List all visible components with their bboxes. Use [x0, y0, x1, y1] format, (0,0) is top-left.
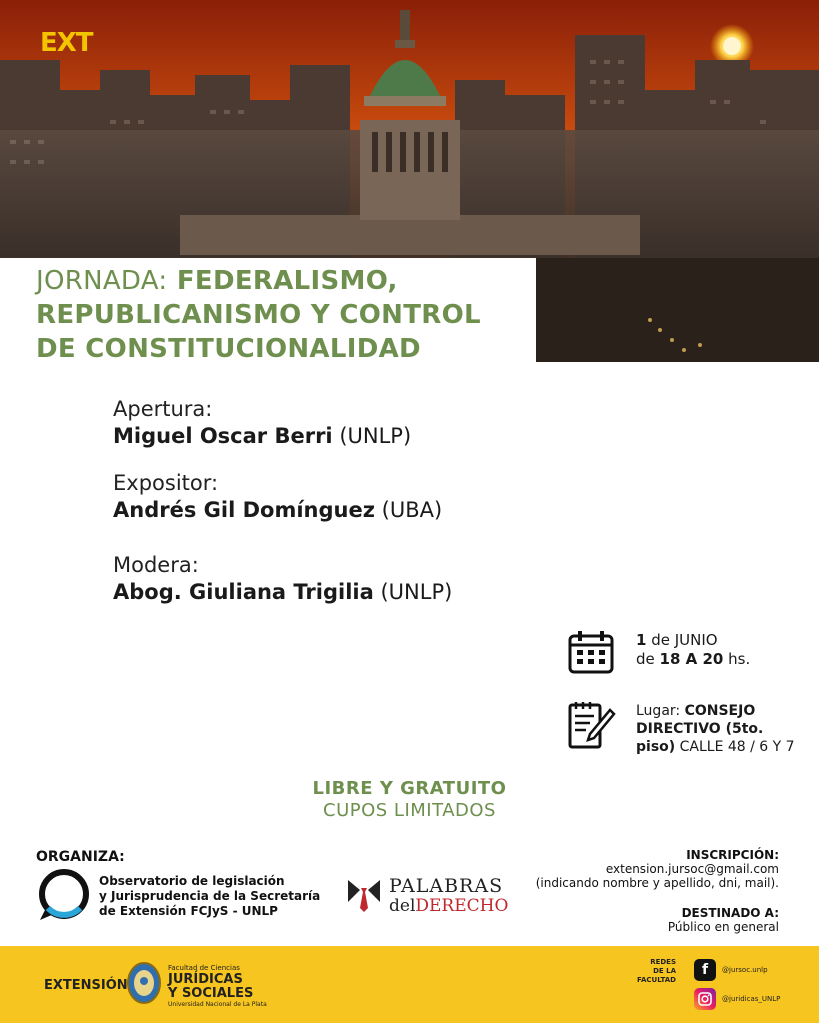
- title-line-1: [36, 264, 536, 298]
- speaker-person: [113, 496, 452, 524]
- registration-email[interactable]: extension.jursoc@gmail.com: [605, 862, 779, 876]
- organizer-label: ORGANIZA:: [36, 849, 125, 865]
- speaker-role: Apertura:: [113, 397, 213, 421]
- time-suffix: hs.: [728, 650, 751, 668]
- instagram-icon[interactable]: [694, 988, 716, 1010]
- title-line1-text: FEDERALISMO,: [176, 266, 398, 296]
- observatorio-logo: [36, 868, 92, 924]
- title-line-3: DE CONSTITUCIONALIDAD: [36, 334, 421, 364]
- registration-info: [536, 848, 779, 934]
- registration-note: (indicando nombre y apellido, dni, mail).: [535, 876, 779, 890]
- redes-line-2: DE LA: [653, 967, 676, 975]
- date-text: [636, 631, 750, 669]
- speaker-opening: [113, 396, 452, 450]
- facebook-icon[interactable]: f: [694, 959, 716, 981]
- university-seal-icon: [127, 962, 161, 1004]
- speaker-role: Modera:: [113, 553, 199, 577]
- palabras-logo-text: [389, 876, 508, 916]
- date-day: 1: [636, 631, 647, 649]
- speaker-person: [113, 422, 452, 450]
- speaker-exhibitor: [113, 470, 452, 524]
- extension-label: EXTENSIÓN: [44, 978, 128, 993]
- notepad-pencil-icon: [566, 700, 616, 750]
- speaker-affiliation: (UNLP): [339, 424, 412, 448]
- organizer-line-1: Observatorio de legislación: [99, 874, 285, 888]
- organizer-line-2: y Jurisprudencia de la Secretaría: [99, 889, 321, 903]
- speaker-role: Expositor:: [113, 471, 219, 495]
- event-title: [0, 258, 536, 362]
- location-info: [566, 700, 795, 756]
- speaker-affiliation: (UNLP): [380, 580, 453, 604]
- facebook-link[interactable]: [694, 959, 768, 981]
- date-month: de JUNIO: [651, 631, 718, 649]
- location-address: CALLE 48 / 6 Y 7: [679, 739, 795, 755]
- calendar-icon: [566, 628, 616, 678]
- registration-label: INSCRIPCIÓN:: [686, 848, 779, 862]
- speaker-name: Miguel Oscar Berri: [113, 424, 333, 448]
- location-place-2: DIRECTIVO (5to.: [636, 721, 764, 737]
- instagram-link[interactable]: [694, 988, 780, 1010]
- del-word: del: [389, 896, 416, 916]
- title-prefix: JORNADA:: [36, 266, 168, 296]
- redes-line-3: FACULTAD: [637, 976, 676, 984]
- speaker-affiliation: (UBA): [381, 498, 443, 522]
- free-admission: LIBRE Y GRATUITO: [312, 778, 507, 799]
- faculty-logo-text: [168, 964, 267, 1009]
- faculty-small: Facultad de Ciencias: [168, 964, 240, 972]
- location-place-1: CONSEJO: [684, 703, 756, 719]
- limited-seats: CUPOS LIMITADOS: [323, 800, 496, 821]
- redes-line-1: REDES: [650, 958, 676, 966]
- time-range: 18 A 20: [659, 650, 724, 668]
- audience-value: Público en general: [667, 920, 779, 934]
- location-place-3: piso): [636, 739, 676, 755]
- ext-logo: EXT: [40, 28, 93, 58]
- palabras-tie-icon: [346, 876, 382, 912]
- speaker-moderator: [113, 552, 452, 606]
- organizer-text: [99, 874, 320, 919]
- speakers-list: [113, 396, 452, 626]
- organizer-line-3: de Extensión FCJyS - UNLP: [99, 904, 278, 918]
- university-name: Universidad Nacional de La Plata: [168, 1001, 267, 1008]
- date-info: [566, 628, 750, 678]
- speaker-name: Andrés Gil Domínguez: [113, 498, 375, 522]
- audience-label: DESTINADO A:: [681, 906, 779, 920]
- access-info: [0, 778, 819, 822]
- del-derecho: [389, 896, 508, 916]
- faculty-line-1: JURÍDICAS: [168, 972, 243, 987]
- speaker-person: [113, 578, 452, 606]
- palabras-word: PALABRAS: [389, 875, 504, 897]
- social-label: [622, 958, 676, 985]
- location-text: [636, 702, 795, 756]
- location-label: Lugar:: [636, 703, 681, 719]
- time-prefix: de: [636, 650, 655, 668]
- derecho-word: DERECHO: [415, 896, 509, 916]
- speaker-name: Abog. Giuliana Trigilia: [113, 580, 374, 604]
- instagram-handle[interactable]: @juridicas_UNLP: [722, 995, 781, 1003]
- title-line-2: REPUBLICANISMO Y CONTROL: [36, 300, 481, 330]
- facebook-handle[interactable]: @jursoc.unlp: [722, 966, 768, 974]
- faculty-line-2: Y SOCIALES: [168, 986, 254, 1001]
